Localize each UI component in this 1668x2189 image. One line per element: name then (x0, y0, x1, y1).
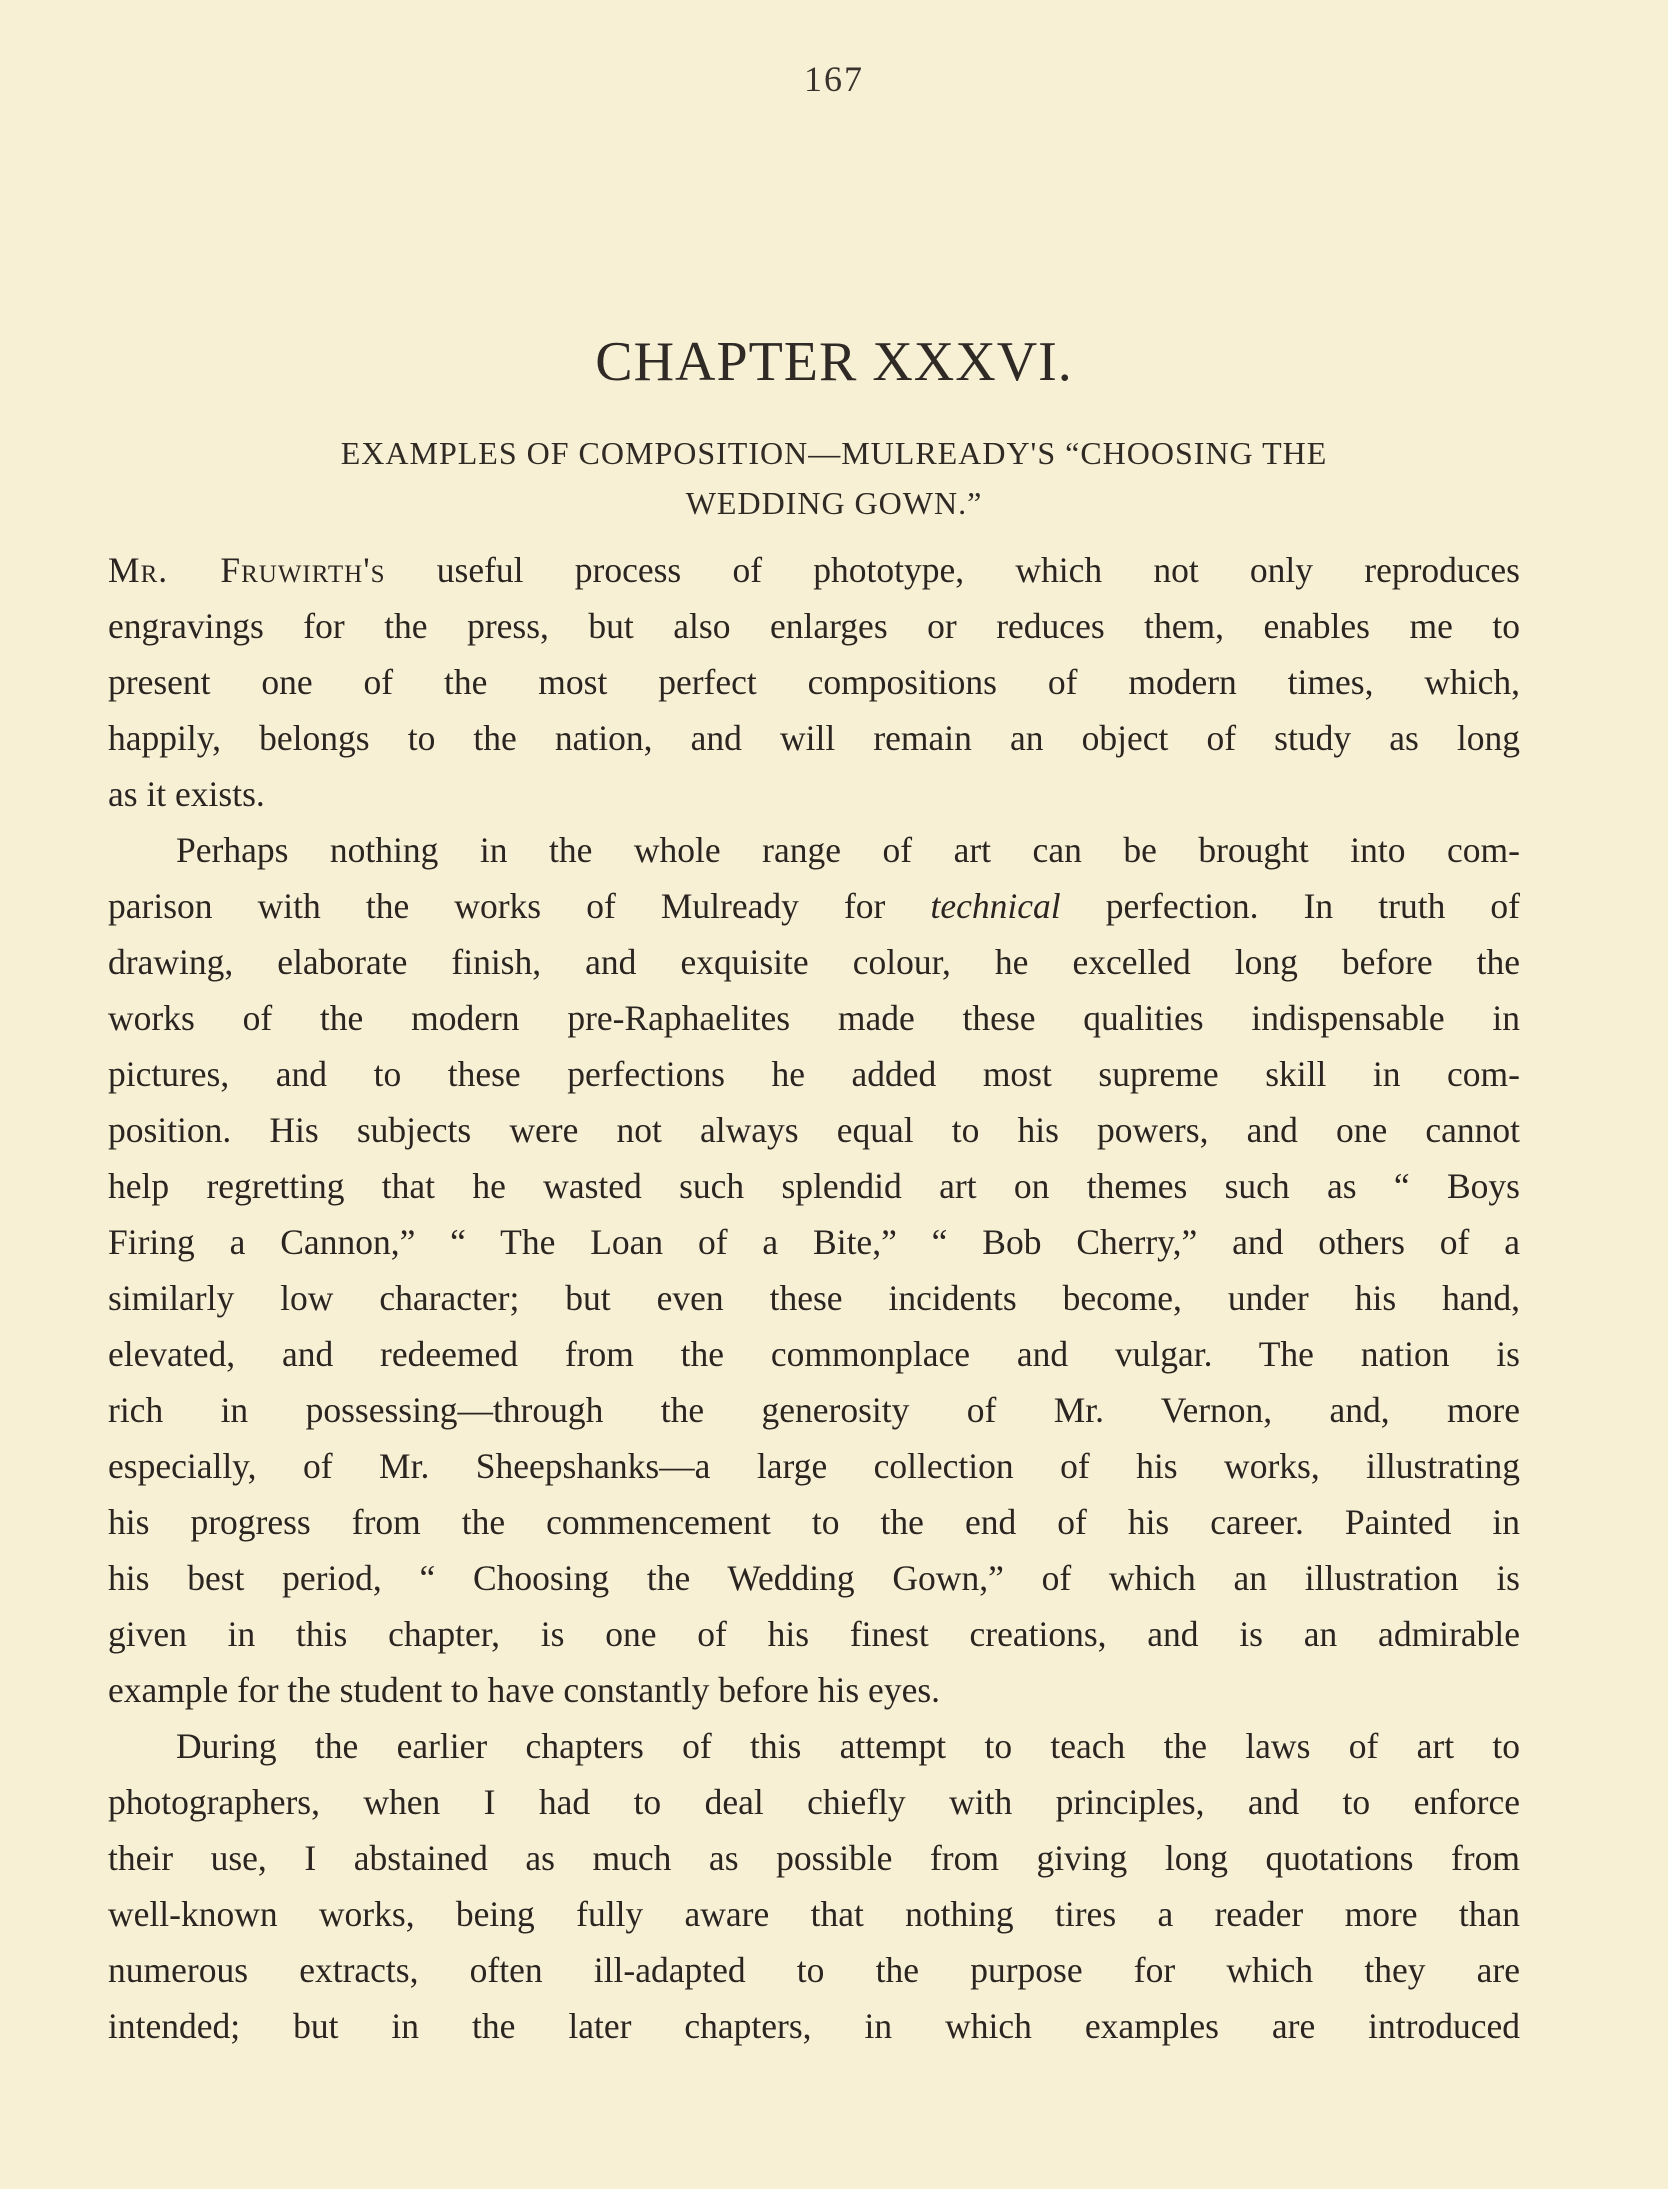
paragraph-3 (108, 1718, 1520, 2054)
text-segment: perfection. In truth of (1060, 886, 1520, 926)
text-line: given in this chapter, is one of his finest creations, and is an admirable (108, 1614, 1520, 1654)
text-line: help regretting that he wasted such splendid art on themes such as “ Boys (108, 1166, 1520, 1206)
text-line: well-known works, being fully aware that nothing tires a reader more than (108, 1894, 1520, 1934)
lead-name: Mr. Fruwirth's (108, 550, 386, 590)
text-line: works of the modern pre-Raphaelites made these qualities indispensable in (108, 998, 1520, 1038)
text-line: photographers, when I had to deal chiefly with principles, and to enforce (108, 1782, 1520, 1822)
text-line (108, 542, 1520, 598)
text-line: Firing a Cannon,” “ The Loan of a Bite,” “ Bob Cherry,” and others of a (108, 1222, 1520, 1262)
text-line: his best period, “ Choosing the Wedding Gown,” of which an illustration is (108, 1558, 1520, 1598)
text-line: numerous extracts, often ill-adapted to the purpose for which they are (108, 1950, 1520, 1990)
text-line: rich in possessing—through the generosity of Mr. Vernon, and, more (108, 1390, 1520, 1430)
text-line: present one of the most perfect compositions of modern times, which, (108, 662, 1520, 702)
text-line: especially, of Mr. Sheepshanks—a large collection of his works, illustrating (108, 1446, 1520, 1486)
body-text (108, 542, 1520, 2054)
text-line: as it exists. (108, 774, 265, 814)
text-line: Perhaps nothing in the whole range of art can be brought into com- (176, 830, 1520, 870)
text-line: engravings for the press, but also enlarges or reduces them, enables me to (108, 606, 1520, 646)
page-number: 167 (804, 59, 864, 99)
chapter-subtitle (150, 428, 1518, 528)
text-line: pictures, and to these perfections he added most supreme skill in com- (108, 1054, 1520, 1094)
subtitle-line: WEDDING GOWN.” (685, 485, 983, 521)
text-segment: parison with the works of Mulready for (108, 886, 931, 926)
text-line: drawing, elaborate finish, and exquisite colour, he excelled long before the (108, 942, 1520, 982)
text-line: similarly low character; but even these incidents become, under his hand, (108, 1278, 1520, 1318)
text-line: his progress from the commencement to the end of his career. Painted in (108, 1502, 1520, 1542)
paragraph-2 (108, 822, 1520, 1718)
text-line: their use, I abstained as much as possible from giving long quotations from (108, 1838, 1520, 1878)
paragraph-1 (108, 542, 1520, 822)
chapter-title: CHAPTER XXXVI. (595, 331, 1073, 393)
text-line: During the earlier chapters of this attempt to teach the laws of art to (176, 1726, 1520, 1766)
subtitle-line: EXAMPLES OF COMPOSITION—MULREADY'S “CHOOSING THE (340, 435, 1328, 471)
emphasis-text: technical (930, 886, 1061, 926)
text-line: example for the student to have constantly before his eyes. (108, 1670, 941, 1710)
text-line: happily, belongs to the nation, and will remain an object of study as long (108, 718, 1520, 758)
text-line (108, 878, 1520, 934)
text-line: elevated, and redeemed from the commonplace and vulgar. The nation is (108, 1334, 1520, 1374)
text-line: intended; but in the later chapters, in which examples are introduced (108, 2006, 1520, 2046)
text-line: position. His subjects were not always equal to his powers, and one cannot (108, 1110, 1520, 1150)
text-segment: useful process of phototype, which not only reproduces (385, 550, 1520, 590)
